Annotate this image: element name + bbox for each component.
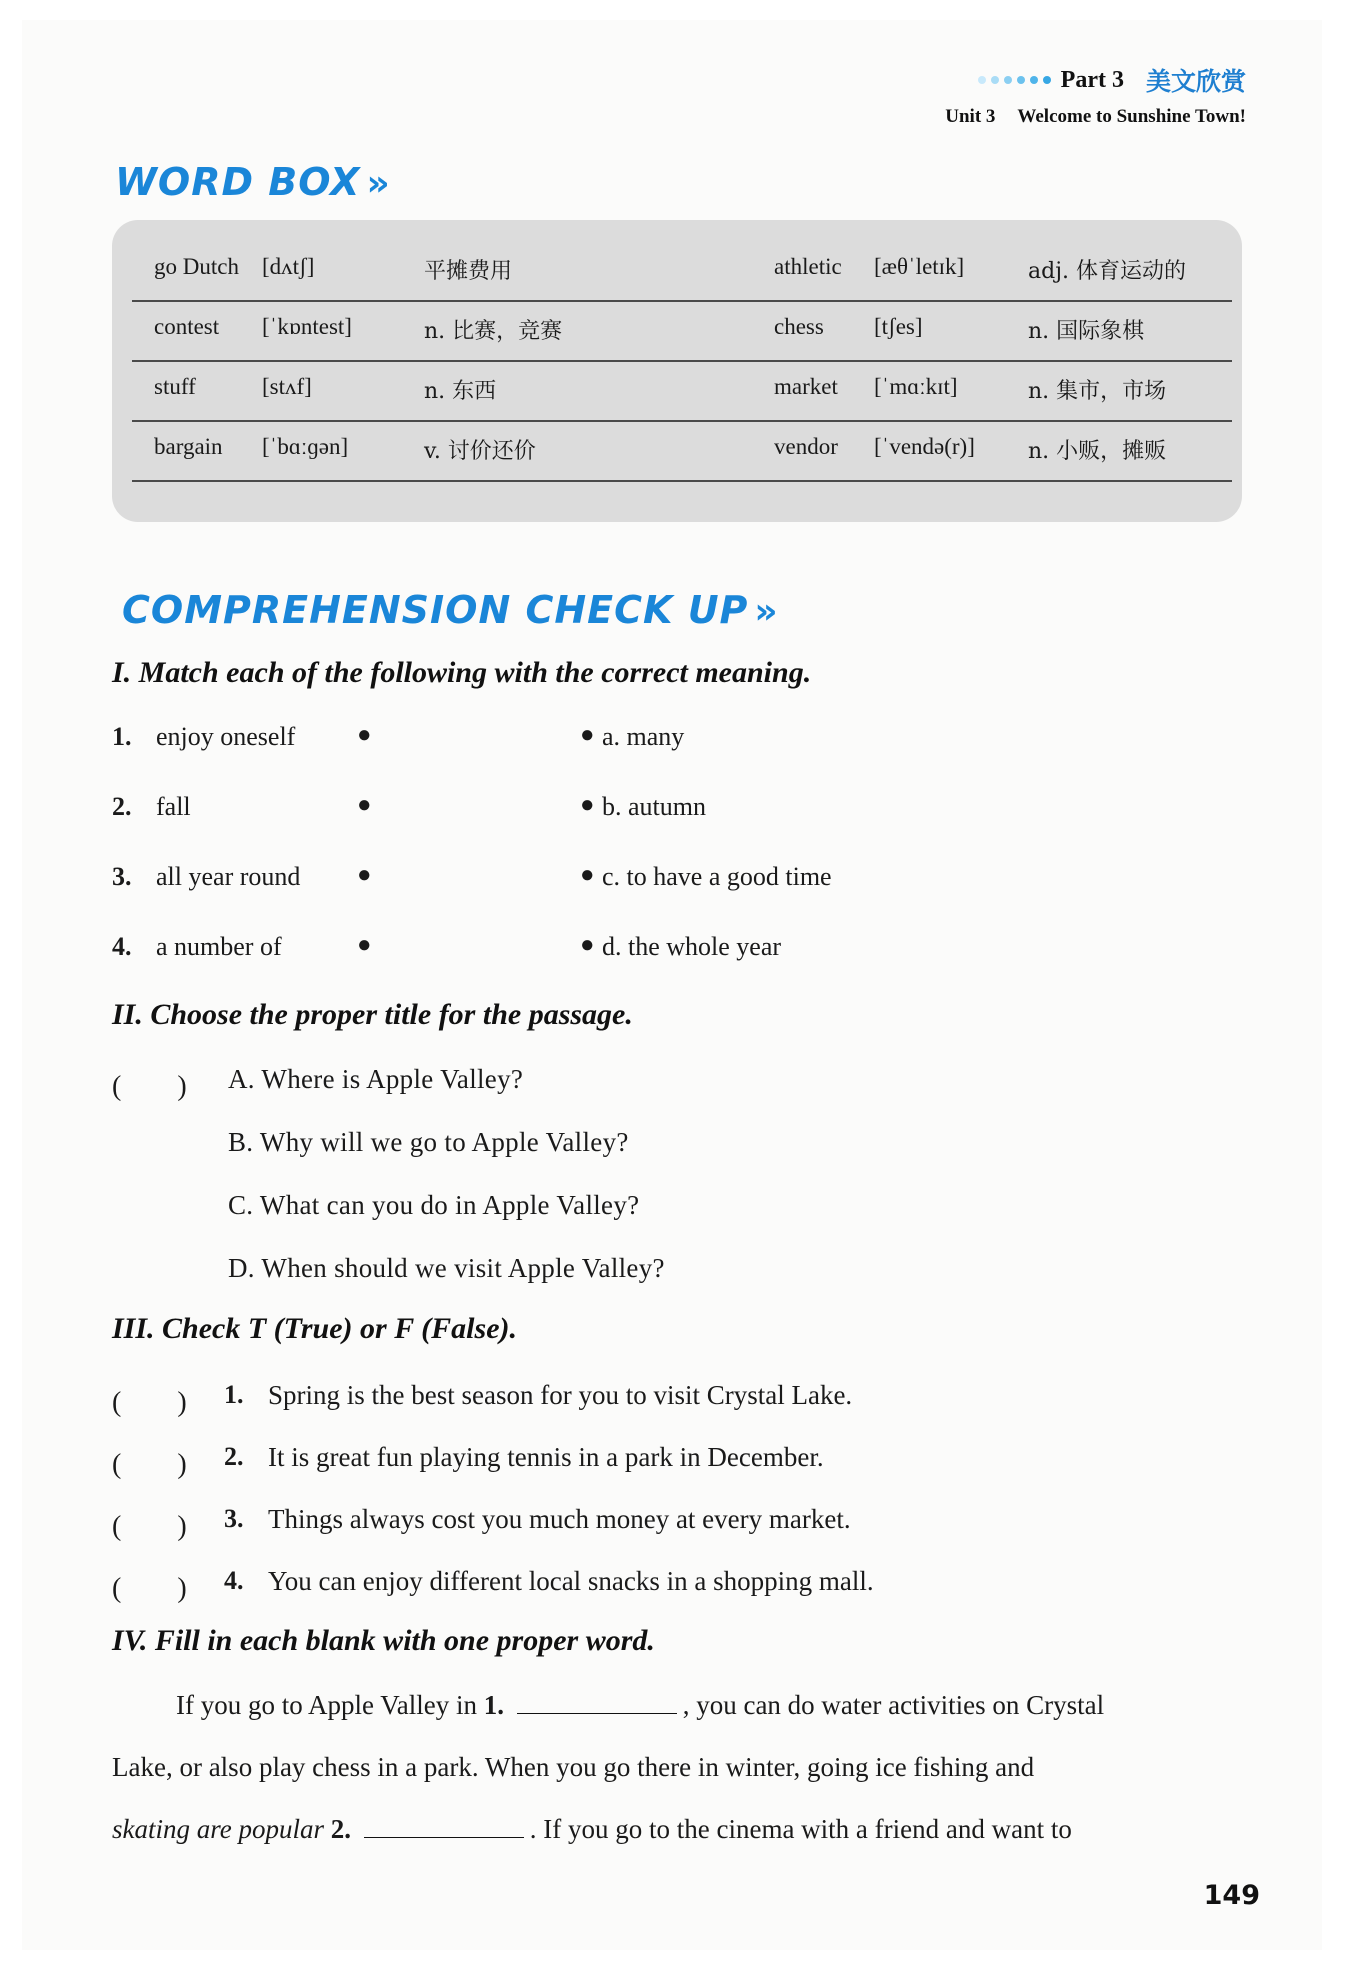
option-a: A. Where is Apple Valley? <box>228 1064 524 1094</box>
dot-4 <box>1017 76 1025 84</box>
item-number: 3. <box>112 862 132 891</box>
double-chevron-icon: » <box>754 591 779 632</box>
comprehension-heading-text: COMPREHENSION CHECK UP <box>122 588 749 632</box>
word-box <box>112 220 1242 522</box>
phonetic: [stʌf] <box>262 374 312 399</box>
phonetic: [ˈvendə(r)] <box>874 434 975 459</box>
match-dot-left[interactable]: ● <box>357 932 372 958</box>
word: athletic <box>774 254 842 279</box>
word: bargain <box>154 434 223 459</box>
passage-line-2: Lake, or also play chess in a park. When you go there in winter, going ice fishing and <box>112 1752 1035 1782</box>
match-row <box>112 792 1112 832</box>
match-term: enjoy oneself <box>156 722 296 751</box>
word: contest <box>154 314 220 339</box>
part-label: Part 3 <box>1060 66 1124 93</box>
answer-paren[interactable]: ( ) <box>112 1511 187 1542</box>
answer-paren[interactable]: ( ) <box>112 1449 187 1480</box>
phonetic: [tʃes] <box>874 314 923 339</box>
meaning: n. 东西 <box>424 379 497 404</box>
blank-1-field[interactable] <box>517 1691 677 1714</box>
meaning: n. 集市，市场 <box>1028 379 1167 404</box>
answer-paren[interactable]: ( ) <box>112 1573 187 1604</box>
unit-title: Welcome to Sunshine Town! <box>1017 106 1246 127</box>
passage-text: skating are popular <box>112 1814 324 1844</box>
match-term: fall <box>156 792 191 821</box>
match-dot-right[interactable]: ● <box>580 932 595 958</box>
item-number: 4. <box>224 1566 244 1595</box>
option-b: B. Why will we go to Apple Valley? <box>228 1127 629 1157</box>
comprehension-heading <box>122 588 779 632</box>
blank-2-field[interactable] <box>364 1815 524 1838</box>
item-number: 2. <box>224 1442 244 1471</box>
meaning: adj. 体育运动的 <box>1028 259 1187 284</box>
statement: It is great fun playing tennis in a park in December. <box>268 1442 824 1472</box>
passage-text: If you go to Apple Valley in <box>176 1690 477 1720</box>
word-box-heading-text: WORD BOX <box>115 160 361 204</box>
dot-2 <box>991 76 999 84</box>
phonetic: [ˈbɑːɡən] <box>262 434 349 459</box>
phonetic: [æθˈletɪk] <box>874 254 965 279</box>
double-chevron-icon: » <box>366 163 391 204</box>
match-row <box>112 862 1112 902</box>
meaning: v. 讨价还价 <box>424 439 536 464</box>
item-number: 4. <box>112 932 132 961</box>
dot-3 <box>1004 76 1012 84</box>
statement: You can enjoy different local snacks in a shopping mall. <box>268 1566 874 1596</box>
word: vendor <box>774 434 838 459</box>
match-row <box>112 932 1112 972</box>
unit-line <box>945 106 1246 128</box>
word-row <box>132 420 1232 482</box>
match-dot-left[interactable]: ● <box>357 722 372 748</box>
passage-text: , you can do water activities on Crystal <box>682 1690 1105 1720</box>
blank-number: 1. <box>483 1690 504 1720</box>
word: go Dutch <box>154 254 239 279</box>
match-meaning: c. to have a good time <box>602 862 832 891</box>
meaning: n. 小贩，摊贩 <box>1028 439 1167 464</box>
word-box-heading <box>115 160 391 204</box>
exercise-2-title: II. Choose the proper title for the passage. <box>112 998 633 1031</box>
part-chinese-title: 美文欣赏 <box>1145 67 1246 96</box>
phonetic: [ˈmɑːkɪt] <box>874 374 958 399</box>
word: stuff <box>154 374 196 399</box>
match-term: a number of <box>156 932 282 961</box>
word-row <box>132 240 1232 302</box>
match-dot-right[interactable]: ● <box>580 792 595 818</box>
match-dot-left[interactable]: ● <box>357 862 372 888</box>
item-number: 1. <box>112 722 132 751</box>
word: chess <box>774 314 824 339</box>
blank-number: 2. <box>330 1814 351 1844</box>
word-row <box>132 360 1232 422</box>
word-row <box>132 300 1232 362</box>
exercise-4-title: IV. Fill in each blank with one proper word. <box>112 1624 655 1657</box>
word: market <box>774 374 838 399</box>
item-number: 3. <box>224 1504 244 1533</box>
phonetic: [ˈkɒntest] <box>262 314 352 339</box>
match-dot-left[interactable]: ● <box>357 792 372 818</box>
passage-line-3 <box>112 1814 1242 1845</box>
item-number: 2. <box>112 792 132 821</box>
dot-1 <box>978 76 986 84</box>
statement: Things always cost you much money at every market. <box>268 1504 851 1534</box>
exercise-1-title: I. Match each of the following with the correct meaning. <box>112 656 812 689</box>
page-number: 149 <box>1203 1880 1260 1911</box>
unit-label: Unit 3 <box>945 106 996 127</box>
page-header <box>945 62 1246 128</box>
option-c: C. What can you do in Apple Valley? <box>228 1190 640 1220</box>
option-d: D. When should we visit Apple Valley? <box>228 1253 665 1283</box>
dot-6 <box>1043 76 1051 84</box>
item-number: 1. <box>224 1380 244 1409</box>
match-meaning: b. autumn <box>602 792 706 821</box>
match-row <box>112 722 1112 762</box>
phonetic: [dʌtʃ] <box>262 254 315 279</box>
match-meaning: d. the whole year <box>602 932 782 961</box>
dot-5 <box>1030 76 1038 84</box>
meaning: 平摊费用 <box>424 259 513 284</box>
match-meaning: a. many <box>602 722 685 751</box>
passage-line-1 <box>176 1690 1242 1721</box>
answer-paren[interactable]: ( ) <box>112 1071 187 1102</box>
match-term: all year round <box>156 862 301 891</box>
answer-paren[interactable]: ( ) <box>112 1387 187 1418</box>
match-dot-right[interactable]: ● <box>580 862 595 888</box>
match-dot-right[interactable]: ● <box>580 722 595 748</box>
decorative-dots <box>978 76 1051 84</box>
passage-text: . If you go to the cinema with a friend and want to <box>529 1814 1072 1844</box>
meaning: n. 比赛，竞赛 <box>424 319 563 344</box>
meaning: n. 国际象棋 <box>1028 319 1145 344</box>
statement: Spring is the best season for you to visit Crystal Lake. <box>268 1380 853 1410</box>
exercise-3-title: III. Check T (True) or F (False). <box>112 1312 517 1345</box>
